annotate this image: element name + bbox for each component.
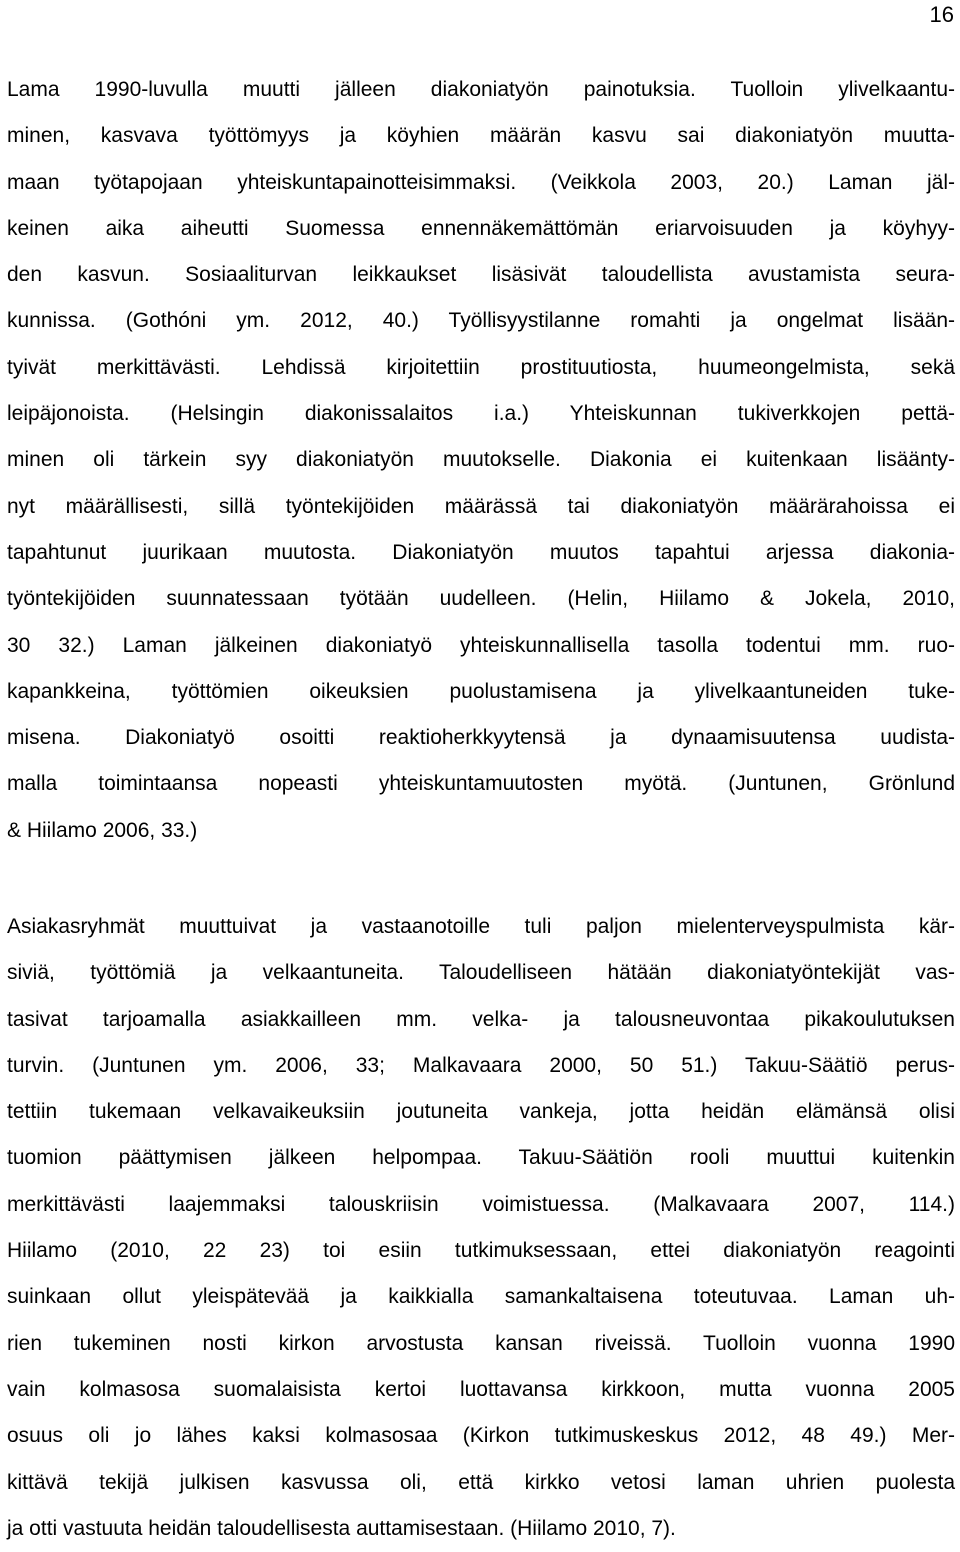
text-line: kapankkeina, työttömien oikeuksien puolustamisena ja ylivelkaantuneiden tuke- bbox=[7, 679, 955, 703]
text-line: & Hiilamo 2006, 33.) bbox=[7, 818, 198, 842]
text-line: misena. Diakoniatyö osoitti reaktioherkkyytensä ja dynaamisuutensa uudista- bbox=[7, 726, 955, 750]
text-line: leipäjonoista. (Helsingin diakonissalaitos i.a.) Yhteiskunnan tukiverkkojen pettä- bbox=[7, 402, 955, 426]
text-line: Hiilamo (2010, 22 23) toi esiin tutkimuksessaan, ettei diakoniatyön reagointi bbox=[7, 1239, 955, 1263]
text-line: tuomion päättymisen jälkeen helpompaa. Takuu-Säätiön rooli muuttui kuitenkin bbox=[7, 1146, 955, 1170]
page-number: 16 bbox=[929, 2, 954, 27]
paragraph-1 bbox=[7, 67, 955, 854]
text-line: malla toimintaansa nopeasti yhteiskuntamuutosten myötä. (Juntunen, Grönlund bbox=[7, 772, 955, 796]
text-line: vain kolmasosa suomalaisista kertoi luottavansa kirkkoon, mutta vuonna 2005 bbox=[7, 1377, 955, 1401]
text-line: ja otti vastuuta heidän taloudellisesta auttamisestaan. (Hiilamo 2010, 7). bbox=[7, 1516, 676, 1540]
text-line: tapahtunut juurikaan muutosta. Diakoniatyön muutos tapahtui arjessa diakonia- bbox=[7, 540, 955, 564]
text-line: minen, kasvava työttömyys ja köyhien määrän kasvu sai diakoniatyön muutta- bbox=[7, 124, 955, 148]
paragraph-2 bbox=[7, 904, 955, 1552]
text-line: suinkaan ollut yleispätevää ja kaikkialla samankaltaisena toteutuvaa. Laman uh- bbox=[7, 1285, 955, 1309]
text-line: työntekijöiden suunnatessaan työtään uudelleen. (Helin, Hiilamo & Jokela, 2010, bbox=[7, 587, 955, 611]
text-line: maan työtapojaan yhteiskuntapainotteisimmaksi. (Veikkola 2003, 20.) Laman jäl- bbox=[7, 170, 955, 194]
text-line: minen oli tärkein syy diakoniatyön muutokselle. Diakonia ei kuitenkaan lisäänty- bbox=[7, 448, 955, 472]
text-line: 30 32.) Laman jälkeinen diakoniatyö yhteiskunnallisella tasolla todentui mm. ruo- bbox=[7, 633, 955, 657]
text-line: siviä, työttömiä ja velkaantuneita. Taloudelliseen hätään diakoniatyöntekijät vas- bbox=[7, 961, 955, 985]
text-line: tyivät merkittävästi. Lehdissä kirjoitettiin prostituutiosta, huumeongelmista, sekä bbox=[7, 355, 955, 379]
text-line: nyt määrällisesti, sillä työntekijöiden määrässä tai diakoniatyön määrärahoissa ei bbox=[7, 494, 955, 518]
text-line: osuus oli jo lähes kaksi kolmasosaa (Kirkon tutkimuskeskus 2012, 48 49.) Mer- bbox=[7, 1424, 955, 1448]
text-line: Lama 1990-luvulla muutti jälleen diakoniatyön painotuksia. Tuolloin ylivelkaantu- bbox=[7, 78, 955, 101]
text-line: kittävä tekijä julkisen kasvussa oli, että kirkko vetosi laman uhrien puolesta bbox=[7, 1470, 955, 1494]
text-line: merkittävästi laajemmaksi talouskriisin voimistuessa. (Malkavaara 2007, 114.) bbox=[7, 1192, 955, 1216]
text-line: rien tukeminen nosti kirkon arvostusta kansan riveissä. Tuolloin vuonna 1990 bbox=[7, 1331, 955, 1355]
text-line: turvin. (Juntunen ym. 2006, 33; Malkavaara 2000, 50 51.) Takuu-Säätiö perus- bbox=[7, 1053, 955, 1077]
text-line: tasivat tarjoamalla asiakkailleen mm. velka- ja talousneuvontaa pikakoulutuksen bbox=[7, 1007, 955, 1031]
text-line: kunnissa. (Gothóni ym. 2012, 40.) Työllisyystilanne romahti ja ongelmat lisään- bbox=[7, 309, 955, 333]
text-line: den kasvun. Sosiaaliturvan leikkaukset lisäsivät taloudellista avustamista seura- bbox=[7, 263, 955, 287]
text-line: tettiin tukemaan velkavaikeuksiin joutuneita vankeja, jotta heidän elämänsä olisi bbox=[7, 1100, 955, 1124]
text-line: Asiakasryhmät muuttuivat ja vastaanotoille tuli paljon mielenterveyspulmista kär- bbox=[7, 915, 955, 938]
text-line: keinen aika aiheutti Suomessa ennennäkemättömän eriarvoisuuden ja köyhyy- bbox=[7, 216, 955, 240]
